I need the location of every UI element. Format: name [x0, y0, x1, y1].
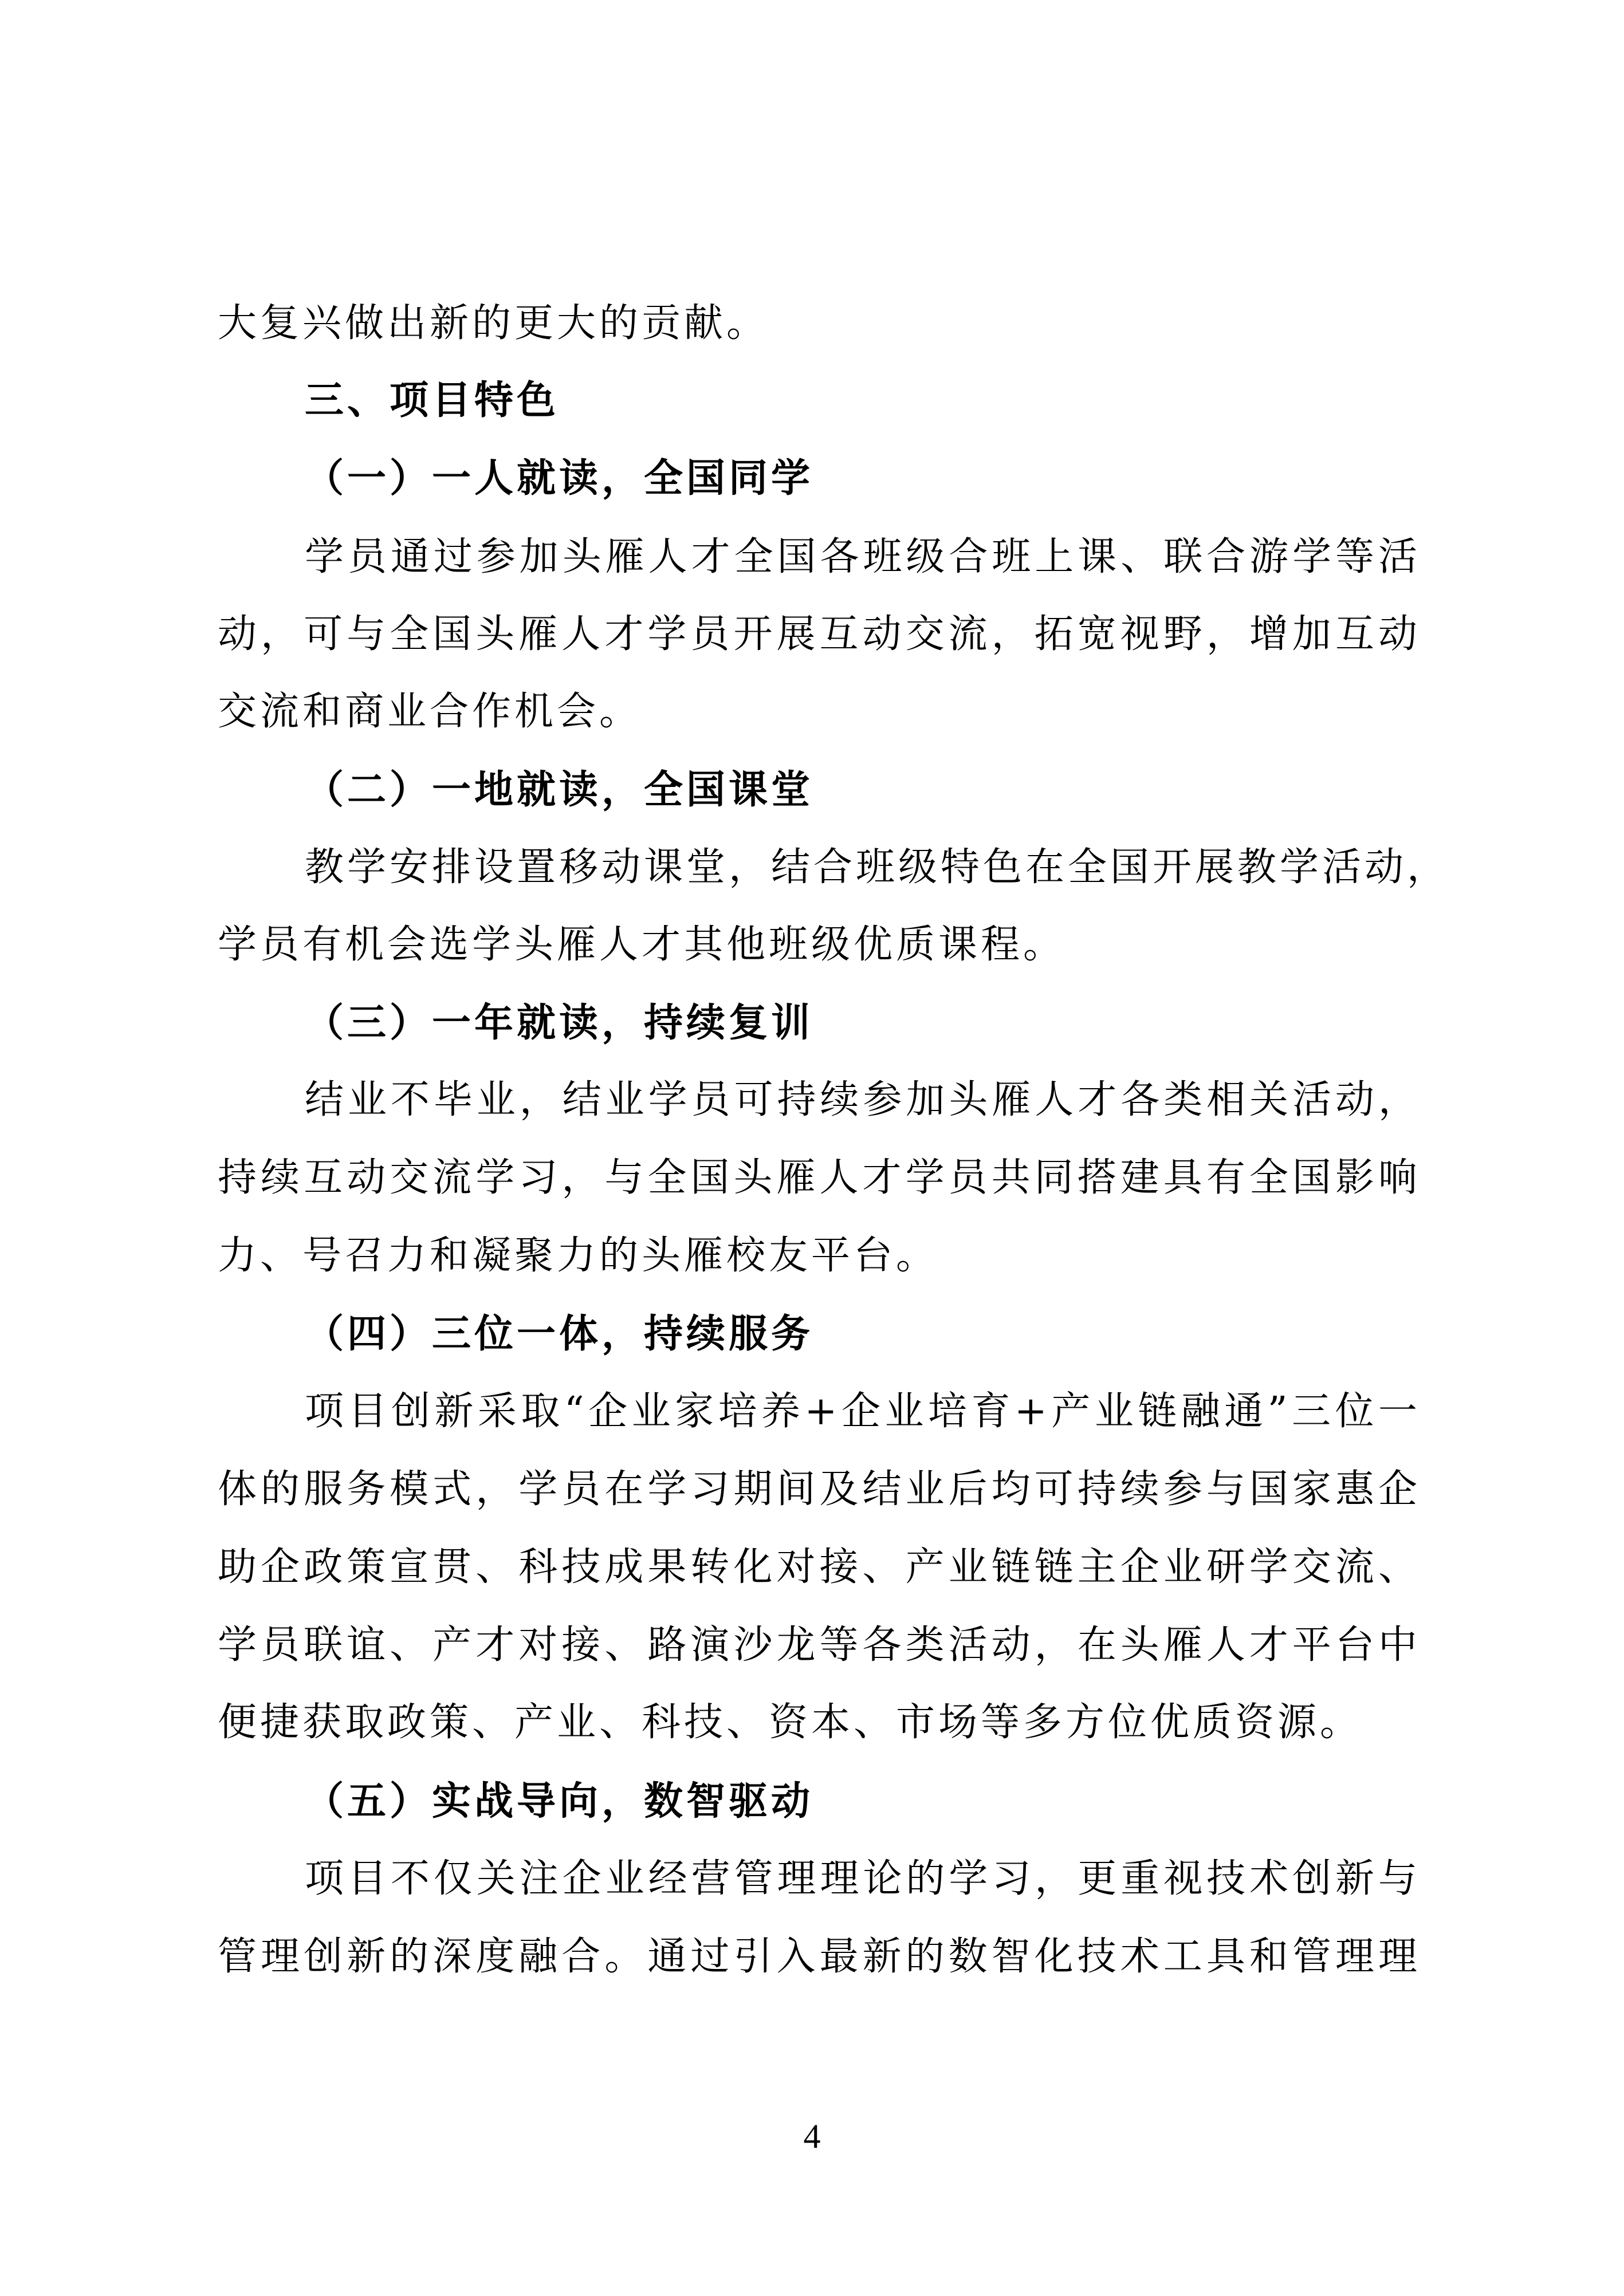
paragraph-3-line-1: 结业不毕业，结业学员可持续参加头雁人才各类相关活动，: [305, 1077, 1421, 1123]
paragraph-5-line-1: 项目不仅关注企业经营管理理论的学习，更重视技术创新与: [305, 1856, 1421, 1901]
paragraph-4-line-1: 项目创新采取“企业家培养+企业培育+产业链融通”三位一: [305, 1389, 1421, 1434]
paragraph-5-line-2: 管理创新的深度融合。通过引入最新的数智化技术工具和管理理: [218, 1934, 1421, 1979]
paragraph-1-line-3: 交流和商业合作机会。: [218, 689, 642, 734]
page-number: 4: [803, 2117, 821, 2155]
subheading-4: （四）三位一体，持续服务: [305, 1311, 814, 1357]
paragraph-1-line-2: 动，可与全国头雁人才学员开展互动交流，拓宽视野，增加互动: [218, 612, 1421, 657]
paragraph-3-line-2: 持续互动交流学习，与全国头雁人才学员共同搭建具有全国影响: [218, 1155, 1421, 1200]
text-line-continuation: 大复兴做出新的更大的贡献。: [218, 301, 769, 346]
subheading-3: （三）一年就读，持续复训: [305, 1000, 814, 1046]
subheading-5: （五）实战导向，数智驱动: [305, 1778, 814, 1824]
paragraph-4-line-5: 便捷获取政策、产业、科技、资本、市场等多方位优质资源。: [218, 1700, 1363, 1745]
subheading-2: （二）一地就读，全国课堂: [305, 767, 814, 813]
paragraph-4-line-4: 学员联谊、产才对接、路演沙龙等各类活动，在头雁人才平台中: [218, 1622, 1421, 1668]
paragraph-3-line-3: 力、号召力和凝聚力的头雁校友平台。: [218, 1233, 939, 1278]
paragraph-2-line-2: 学员有机会选学头雁人才其他班级优质课程。: [218, 922, 1066, 967]
paragraph-4-line-2: 体的服务模式，学员在学习期间及结业后均可持续参与国家惠企: [218, 1467, 1421, 1512]
paragraph-4-line-3: 助企政策宣贯、科技成果转化对接、产业链链主企业研学交流、: [218, 1545, 1421, 1590]
paragraph-1-line-1: 学员通过参加头雁人才全国各班级合班上课、联合游学等活: [305, 534, 1421, 580]
section-heading: 三、项目特色: [305, 378, 560, 423]
paragraph-2-line-1: 教学安排设置移动课堂，结合班级特色在全国开展教学活动，: [305, 845, 1450, 890]
subheading-1: （一）一人就读，全国同学: [305, 455, 814, 501]
